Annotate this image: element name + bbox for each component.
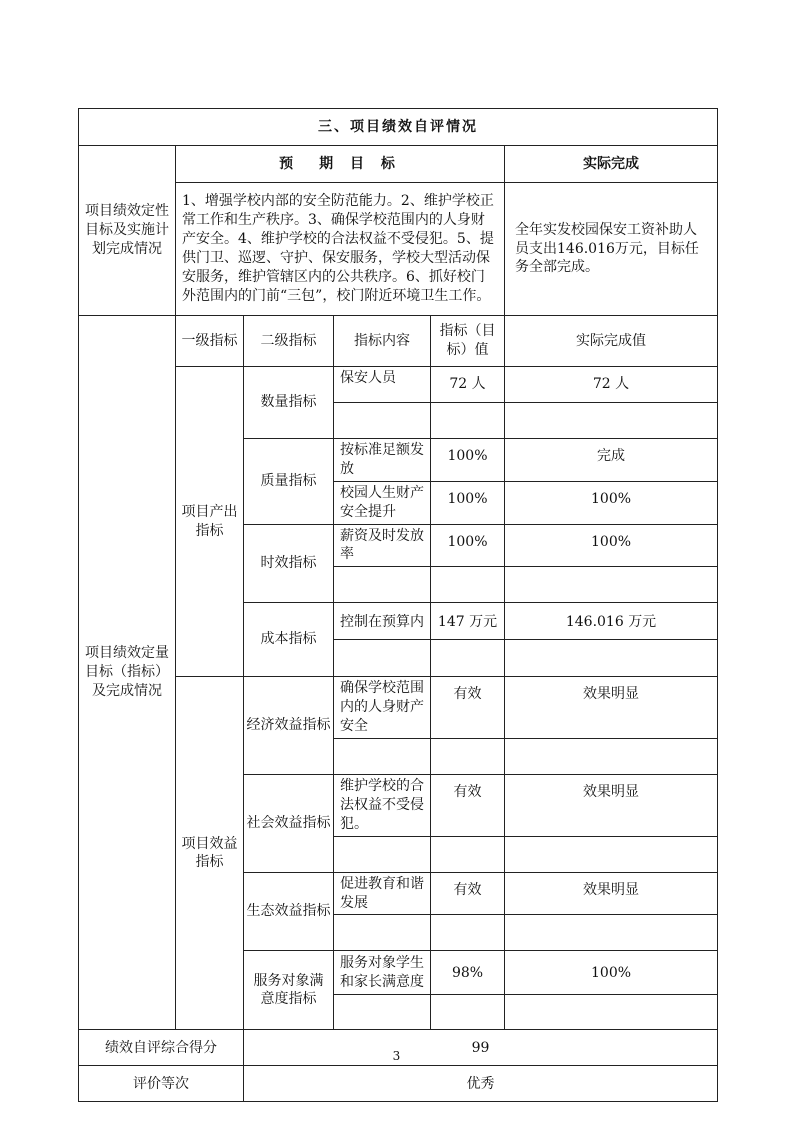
expected-goal-text: 1、增强学校内部的安全防范能力。2、维护学校正常工作和生产秩序。3、确保学校范围内的人身财产安全。4、维护学校的合法权益不受侵犯。5、提供门卫、巡逻、守护、保安服务，学校大型活动保安服务，维护管辖区内的公共秩序。6、抓好校门外范围内的门前“三包”，校门附近环境卫生工作。 xyxy=(176,183,505,316)
indicator-content: 确保学校范围内的人身财产安全 xyxy=(334,677,431,739)
section-title: 三、项目绩效自评情况 xyxy=(79,109,718,146)
indicator-content: 校园人生财产安全提升 xyxy=(334,481,431,524)
indicator-content: 控制在预算内 xyxy=(334,603,431,640)
indicator-target: 72 人 xyxy=(431,367,505,403)
score-value: 99 xyxy=(244,1030,718,1066)
quantity-indicator-label: 数量指标 xyxy=(244,367,334,439)
benefit-indicator-label: 项目效益指标 xyxy=(176,677,244,1030)
satisfaction-indicator-label: 服务对象满意度指标 xyxy=(244,951,334,1030)
cost-indicator-label: 成本指标 xyxy=(244,603,334,677)
ecological-indicator-label: 生态效益指标 xyxy=(244,872,334,951)
page-number: 3 xyxy=(392,1049,401,1063)
empty-cell xyxy=(334,403,431,439)
empty-cell xyxy=(431,640,505,677)
empty-cell xyxy=(334,640,431,677)
header-target: 指标（目标）值 xyxy=(431,316,505,367)
indicator-target: 147 万元 xyxy=(431,603,505,640)
empty-cell xyxy=(334,567,431,603)
indicator-actual: 146.016 万元 xyxy=(505,603,718,640)
actual-completion-header: 实际完成 xyxy=(505,146,718,183)
performance-table xyxy=(78,108,718,1102)
indicator-content: 服务对象学生和家长满意度 xyxy=(334,951,431,995)
quality-indicator-label: 质量指标 xyxy=(244,439,334,525)
empty-cell xyxy=(431,739,505,775)
empty-cell xyxy=(334,915,431,951)
indicator-actual: 完成 xyxy=(505,439,718,482)
indicator-actual: 72 人 xyxy=(505,367,718,403)
indicator-target: 98% xyxy=(431,951,505,995)
indicator-content: 薪资及时发放率 xyxy=(334,524,431,567)
empty-cell xyxy=(431,995,505,1030)
indicator-content: 保安人员 xyxy=(334,367,431,403)
quantitative-label: 项目绩效定量目标（指标）及完成情况 xyxy=(79,316,176,1030)
qualitative-label: 项目绩效定性目标及实施计划完成情况 xyxy=(79,146,176,316)
timeliness-indicator-label: 时效指标 xyxy=(244,524,334,603)
header-level1: 一级指标 xyxy=(176,316,244,367)
indicator-actual: 效果明显 xyxy=(505,775,718,837)
empty-cell xyxy=(505,403,718,439)
empty-cell xyxy=(505,640,718,677)
empty-cell xyxy=(431,403,505,439)
empty-cell xyxy=(334,836,431,872)
indicator-target: 有效 xyxy=(431,677,505,739)
indicator-target: 有效 xyxy=(431,872,505,915)
empty-cell xyxy=(505,915,718,951)
economic-indicator-label: 经济效益指标 xyxy=(244,677,334,775)
indicator-content: 按标准足额发放 xyxy=(334,439,431,482)
empty-cell xyxy=(505,567,718,603)
indicator-content: 促进教育和谐发展 xyxy=(334,872,431,915)
empty-cell xyxy=(334,995,431,1030)
indicator-actual: 100% xyxy=(505,481,718,524)
indicator-target: 有效 xyxy=(431,775,505,837)
indicator-target: 100% xyxy=(431,524,505,567)
header-actual: 实际完成值 xyxy=(505,316,718,367)
grade-value: 优秀 xyxy=(244,1066,718,1102)
header-content: 指标内容 xyxy=(334,316,431,367)
indicator-target: 100% xyxy=(431,439,505,482)
indicator-actual: 100% xyxy=(505,524,718,567)
actual-completion-text: 全年实发校园保安工资补助人员支出146.016万元，目标任务全部完成。 xyxy=(505,183,718,316)
social-indicator-label: 社会效益指标 xyxy=(244,775,334,873)
empty-cell xyxy=(505,739,718,775)
score-label: 绩效自评综合得分 xyxy=(79,1030,244,1066)
grade-label: 评价等次 xyxy=(79,1066,244,1102)
empty-cell xyxy=(431,567,505,603)
indicator-target: 100% xyxy=(431,481,505,524)
indicator-actual: 100% xyxy=(505,951,718,995)
header-level2: 二级指标 xyxy=(244,316,334,367)
output-indicator-label: 项目产出指标 xyxy=(176,367,244,677)
indicator-content: 维护学校的合法权益不受侵犯。 xyxy=(334,775,431,837)
expected-goal-header: 预 期 目 标 xyxy=(176,146,505,183)
empty-cell xyxy=(505,836,718,872)
indicator-actual: 效果明显 xyxy=(505,872,718,915)
empty-cell xyxy=(431,915,505,951)
indicator-actual: 效果明显 xyxy=(505,677,718,739)
empty-cell xyxy=(505,995,718,1030)
empty-cell xyxy=(431,836,505,872)
empty-cell xyxy=(334,739,431,775)
